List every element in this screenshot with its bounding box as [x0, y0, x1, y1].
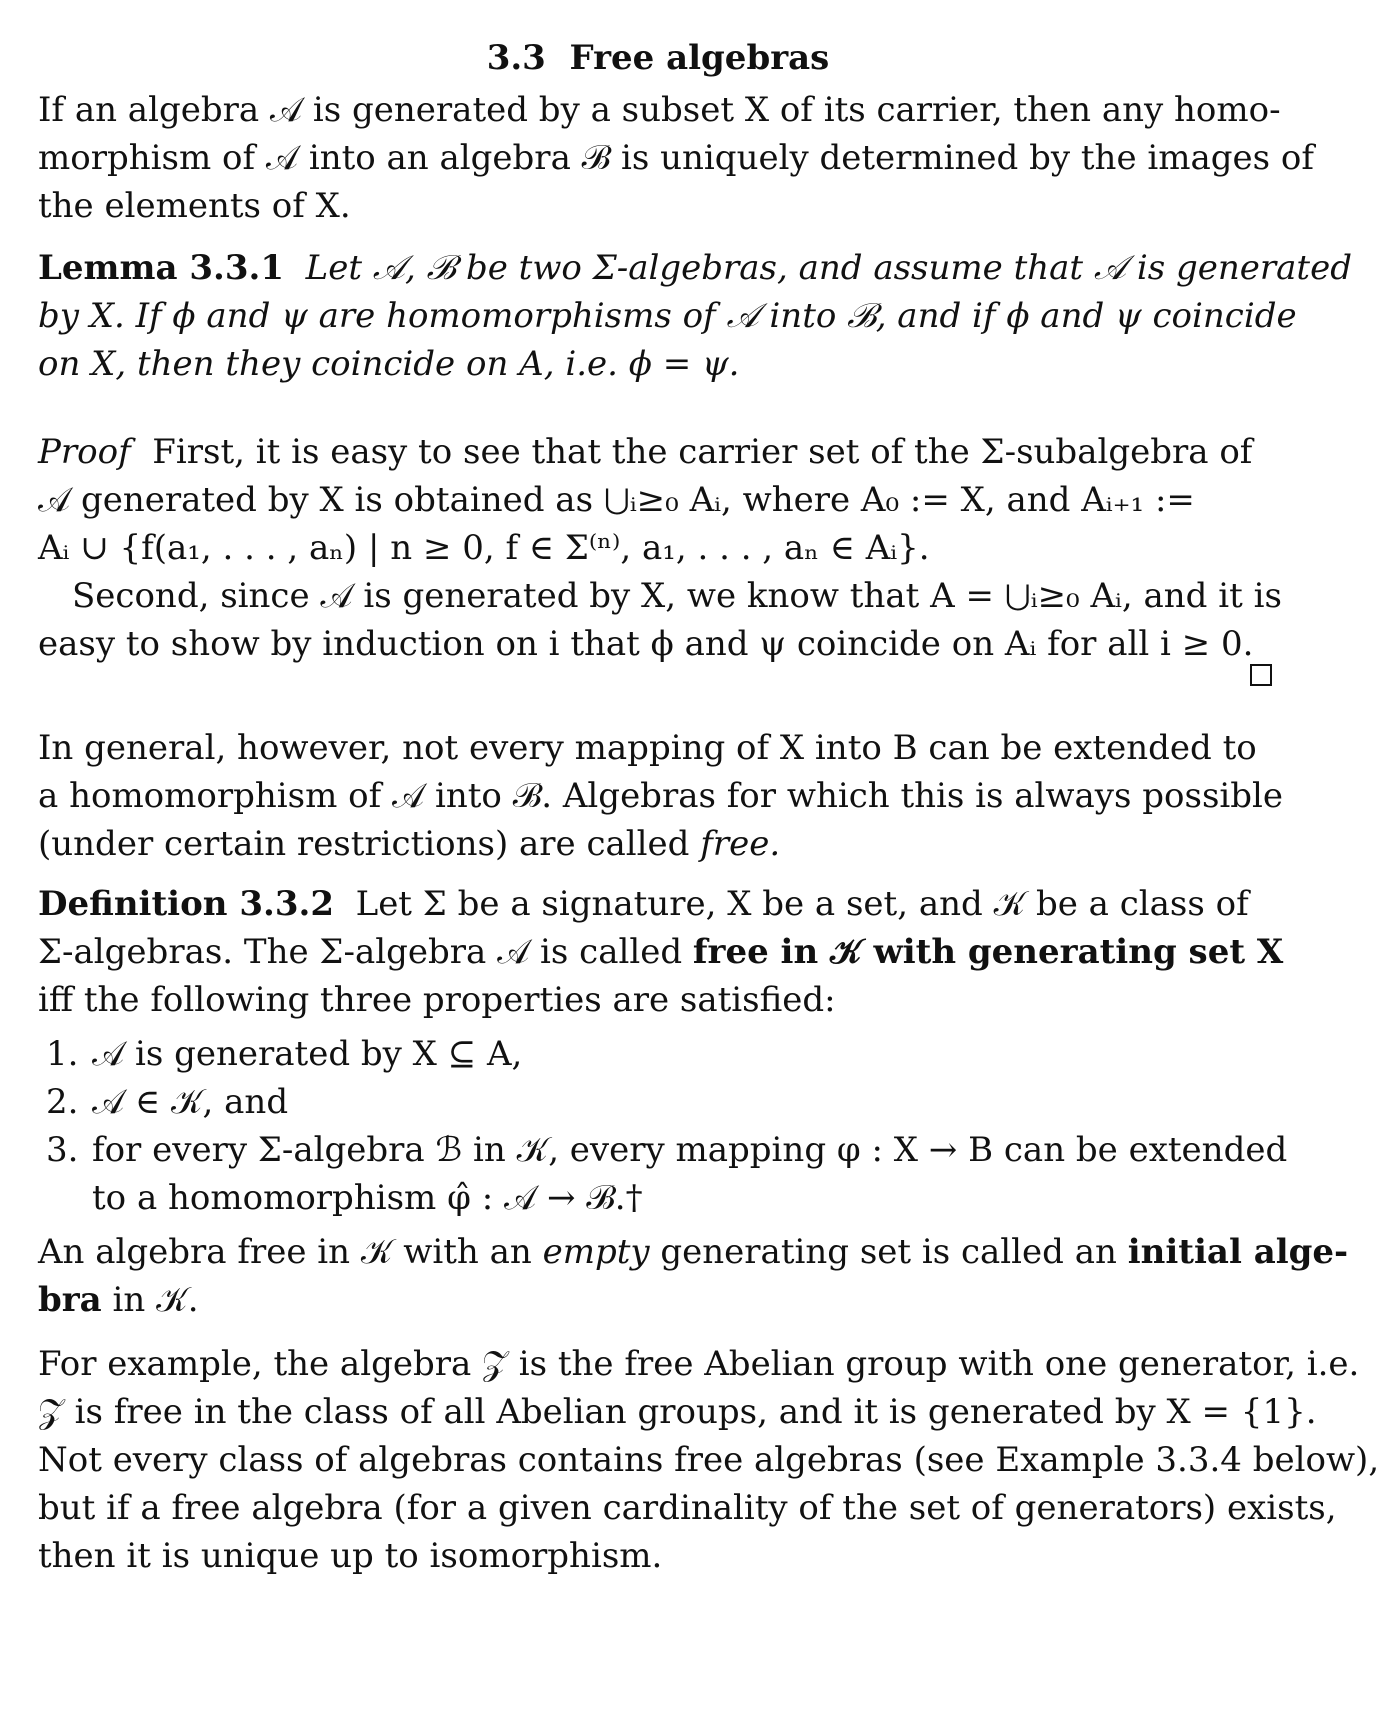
section-title: Free algebras: [569, 38, 830, 78]
free-word: free.: [700, 824, 781, 864]
proof-line: Second, since 𝒜 is generated by X, we know that A = ⋃ᵢ≥₀ Aᵢ, and it is: [72, 576, 1282, 616]
section-number: 3.3: [486, 38, 546, 78]
list-item-continuation: to a homomorphism φ̂ : 𝒜 → ℬ.†: [92, 1178, 643, 1218]
lemma-line: Let 𝒜, ℬ be two Σ-algebras, and assume that 𝒜 is generated: [305, 248, 1352, 288]
example-line: For example, the algebra 𝒵 is the free Abelian group with one generator, i.e.: [38, 1344, 1360, 1384]
general-line: a homomorphism of 𝒜 into ℬ. Algebras for which this is always possible: [38, 776, 1284, 816]
definition-label: Definition 3.3.2: [38, 884, 334, 924]
definition-line: Σ-algebras. The Σ-algebra 𝒜 is called: [38, 932, 693, 972]
lemma-block: [38, 244, 1352, 388]
empty-word: empty: [542, 1232, 650, 1272]
example-line: 𝒵 is free in the class of all Abelian groups, and it is generated by X = {1}.: [38, 1392, 1317, 1432]
definition-term: free in 𝒦 with generating set X: [692, 932, 1284, 972]
general-line: (under certain restrictions) are called: [38, 824, 701, 864]
example-paragraph: [38, 1340, 1379, 1580]
proof-line: easy to show by induction on i that ϕ and ψ coincide on Aᵢ for all i ≥ 0.: [38, 624, 1254, 664]
qed-box-icon: [1250, 664, 1272, 686]
proof-line: Aᵢ ∪ {f(a₁, . . . , aₙ) | n ≥ 0, f ∈ Σ⁽ⁿ⁾, a₁, . . . , aₙ ∈ Aᵢ}.: [38, 528, 930, 568]
section-heading: [38, 36, 1278, 80]
example-line: but if a free algebra (for a given cardinality of the set of generators) exists,: [38, 1488, 1337, 1528]
intro-line: If an algebra 𝒜 is generated by a subset X of its carrier, then any homo-: [38, 90, 1281, 130]
example-line: then it is unique up to isomorphism.: [38, 1536, 663, 1576]
definition-block: [38, 880, 1284, 1024]
initial-paragraph: An algebra free in 𝒦 with an empty generating set is called an initial alge- bra in 𝒦.: [38, 1232, 1349, 1320]
example-line: Not every class of algebras contains free algebras (see Example 3.3.4 below),: [38, 1440, 1379, 1480]
proof-line: 𝒜 generated by X is obtained as ⋃ᵢ≥₀ Aᵢ, where A₀ := X, and Aᵢ₊₁ :=: [38, 480, 1195, 520]
list-item: 3. for every Σ-algebra ℬ in 𝒦, every mapping φ : X → B can be extended: [46, 1130, 1288, 1170]
intro-line: morphism of 𝒜 into an algebra ℬ is uniquely determined by the images of: [38, 138, 1314, 178]
lemma-line: by X. If ϕ and ψ are homomorphisms of 𝒜 into ℬ, and if ϕ and ψ coincide: [38, 296, 1297, 336]
initial-algebra-term: initial alge-: [1127, 1232, 1349, 1272]
proof-line: First, it is easy to see that the carrier set of the Σ-subalgebra of: [152, 432, 1253, 472]
intro-line: the elements of X.: [38, 186, 351, 226]
list-item: 2. 𝒜 ∈ 𝒦, and: [46, 1082, 289, 1122]
intro-paragraph: [38, 86, 1314, 230]
general-paragraph: [38, 724, 1284, 868]
lemma-line: on X, then they coincide on A, i.e. ϕ = ψ.: [38, 344, 740, 384]
list-item: 1. 𝒜 is generated by X ⊆ A,: [46, 1034, 523, 1074]
proof-label: Proof: [38, 432, 131, 472]
proof-block: [38, 428, 1282, 668]
definition-list: [46, 1030, 1288, 1222]
general-line: In general, however, not every mapping of X into B can be extended to: [38, 728, 1257, 768]
lemma-label: Lemma 3.3.1: [38, 248, 285, 288]
definition-line: iff the following three properties are satisfied:: [38, 980, 836, 1020]
definition-line: Let Σ be a signature, X be a set, and 𝒦 be a class of: [355, 884, 1249, 924]
